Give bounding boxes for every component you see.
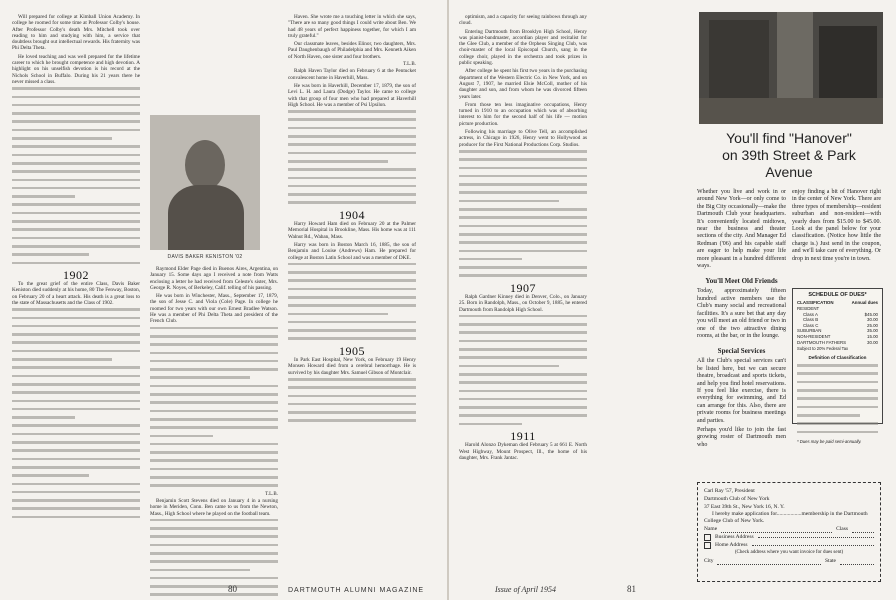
text-line <box>12 87 140 93</box>
text-line <box>12 308 140 314</box>
text-line <box>459 225 587 231</box>
text-line <box>12 195 140 201</box>
ad-subheading: Special Services <box>717 347 766 356</box>
text-line <box>12 400 140 406</box>
text-line <box>288 337 416 343</box>
text-line <box>797 422 878 428</box>
building-photo <box>699 12 883 124</box>
home-address-checkbox[interactable] <box>704 542 711 549</box>
text-line <box>459 414 587 420</box>
text-line <box>459 175 587 181</box>
text-line <box>12 154 140 160</box>
text-line <box>459 191 587 197</box>
class-year-heading: 1905 <box>339 343 365 358</box>
text-line <box>288 378 416 384</box>
text-block-filler <box>12 308 140 522</box>
text-line <box>150 360 278 366</box>
text-line <box>459 381 587 387</box>
coupon-home-label: Home Address <box>715 542 748 548</box>
class-year-heading: 1911 <box>510 429 536 444</box>
text-line <box>12 317 140 323</box>
text-line <box>797 381 878 387</box>
text-line <box>288 321 416 327</box>
text-line <box>288 110 416 116</box>
text-line <box>150 426 278 432</box>
text-line <box>12 96 140 102</box>
text-line <box>12 212 140 218</box>
schedule-row-value: $45.00 <box>864 311 878 317</box>
text-line <box>150 343 278 349</box>
text-line <box>459 390 587 396</box>
text-line <box>150 418 278 424</box>
text-line <box>150 585 278 591</box>
text-line <box>150 443 278 449</box>
text-line <box>12 129 140 135</box>
club-advertisement <box>697 130 881 585</box>
text-line <box>12 112 140 118</box>
text-line <box>150 410 278 416</box>
text-block-filler <box>459 150 587 281</box>
ad-body-right: enjoy finding a bit of Hanover right in the center of New York. There are three types of membership—resident suburban and non-resident—with yearly dues from $15.00 to $45.00. Look at the panel below for your classification. (Notice how little the charge is.) Just send in the coupon, and we'll take care of everything. Or drop in next time you're in town. <box>792 189 881 262</box>
text-line <box>12 253 140 259</box>
text-line <box>12 516 140 522</box>
text-line <box>459 398 587 404</box>
text-line <box>12 350 140 356</box>
schedule-row-label: NON-RESIDENT <box>797 333 831 339</box>
text-line <box>150 569 278 575</box>
text-line <box>12 162 140 168</box>
schedule-row-value: 35.00 <box>867 328 878 334</box>
text-line <box>459 183 587 189</box>
paragraph: He loved teaching and was well prepared for the lifetime career to which he brought competence and high devotion. A highlight on his unselfish devotion is his record at the Nichols School in Buffalo. During his 21 years there he never missed a class. <box>12 53 140 85</box>
paragraph: Benjamin Scott Stevens died on January 4 in a nursing home in Meriden, Conn. Ben came to us from the Newton, Mass., High School where he played on the football team. <box>150 497 278 517</box>
coupon-addressee: 37 East 39th St., New York 16, N. Y. <box>704 504 785 510</box>
text-line <box>12 408 140 414</box>
text-line <box>150 327 278 333</box>
right-page <box>449 0 896 600</box>
text-line <box>150 544 278 550</box>
schedule-row-label: SUBURBAN <box>797 328 822 334</box>
text-line <box>12 483 140 489</box>
schedule-row <box>793 340 882 346</box>
coupon-business-field[interactable] <box>758 537 874 538</box>
text-block-filler <box>150 519 278 600</box>
text-line <box>459 365 587 371</box>
business-address-checkbox[interactable] <box>704 534 711 541</box>
text-line <box>459 348 587 354</box>
paragraph: To the great grief of the entire Class, Davis Baker Keniston died suddenly at his home, 80 The Fenway, Boston, on February 20 of a heart attack. His death is a great loss to the state of Massachusetts and the Class of 1902. <box>12 281 140 306</box>
text-line <box>459 216 587 222</box>
text-line <box>459 200 587 206</box>
paragraph: After college he spent his first two years in the purchasing department of the Western Electric Co. in New York, and on August 7, 1907, he married Elsie McColl, mother of his daughter and son, and from whom he was divorced fifteen years later. <box>459 68 587 100</box>
paragraph: He was born in Haverhill, December 17, 1879, the son of Levi L. H. and Laura (Dodge) Taylor. He came to college with that group of four men who had prepared at Haverhill High School. He was a member of Psi Upsilon. <box>288 82 416 108</box>
text-line <box>288 296 416 302</box>
text-line <box>150 552 278 558</box>
text-line <box>797 431 878 437</box>
ad-paragraph: Today, approximately fifteen hundred active members use the Club's many social and recreational facilities. It's a sure bet that any day you will meet an old friend or two in one of the two attractive dining rooms, at the bar, or in the lounge. <box>697 288 786 339</box>
text-line <box>797 406 878 412</box>
text-line <box>150 368 278 374</box>
text-line <box>150 451 278 457</box>
text-line <box>459 356 587 362</box>
signature: T.L.B. <box>265 491 278 497</box>
left-column-3 <box>288 14 416 426</box>
text-line <box>459 331 587 337</box>
paragraph: Ralph Gardner Kinney died in Denver, Colo., on January 25. Born in Randolph, Mass., on October 9, 1885, he entered Dartmouth from Randolph High School. <box>459 293 587 313</box>
text-line <box>288 263 416 269</box>
text-line <box>288 177 416 183</box>
paragraph: Entering Dartmouth from Brooklyn High School, Henry was pianist-bandmaster, accordian player and recitalist for the Glee Club, a member of the Orpheus Singing Club, was choir-master of the local Episcopal Church, sang in the college choir, played in the orchestra and took prizes in public speaking. <box>459 28 587 67</box>
paragraph: Harold Alonzo Dykeman died February 5 at 661 E. North West Highway, Mount Prospect, Ill., the home of his daughter, Mrs. Frank Jantac. <box>459 442 587 461</box>
text-line <box>150 335 278 341</box>
schedule-row-label: Class C <box>803 322 819 328</box>
ad-headline-line2: on 39th Street & Park Avenue <box>722 147 856 180</box>
text-line <box>12 449 140 455</box>
text-line <box>12 341 140 347</box>
left-column-1 <box>12 14 140 522</box>
coupon-class-label: Class <box>836 526 848 532</box>
text-line <box>288 411 416 417</box>
text-line <box>797 372 878 378</box>
text-line <box>150 560 278 566</box>
text-block-filler <box>150 327 278 491</box>
text-line <box>150 519 278 525</box>
text-line <box>12 433 140 439</box>
text-line <box>12 358 140 364</box>
text-line <box>150 527 278 533</box>
schedule-row-value: 30.00 <box>867 339 878 345</box>
paragraph: Haven. She wrote me a touching letter in which she says, "There are so many good things I could write about Ben. We had 48 years of perfect happiness together, for which I am truly grateful." <box>288 14 416 39</box>
schedule-definition-title: Definition of Classification <box>808 355 867 361</box>
ad-headline: You'll find "Hanover" <box>726 130 852 146</box>
text-line <box>288 152 416 158</box>
schedule-row-label: DARTMOUTH FATHERS <box>797 339 847 345</box>
text-line <box>288 135 416 141</box>
page-number: 80 <box>228 584 237 594</box>
text-line <box>459 340 587 346</box>
text-line <box>12 366 140 372</box>
coupon-state-label: State <box>825 558 836 564</box>
text-line <box>12 137 140 143</box>
text-line <box>459 233 587 239</box>
text-line <box>797 389 878 395</box>
text-line <box>288 143 416 149</box>
text-line <box>12 237 140 243</box>
paragraph: optimism, and a capacity for seeing rainbows through any cloud. <box>459 14 587 27</box>
schedule-definitions <box>793 360 882 439</box>
coupon-class-field[interactable] <box>852 525 874 533</box>
coupon-city-label: City <box>704 558 714 564</box>
text-line <box>288 329 416 335</box>
signature: T.L.B. <box>403 62 416 68</box>
text-line <box>12 424 140 430</box>
text-line <box>288 279 416 285</box>
text-line <box>12 203 140 209</box>
text-line <box>459 373 587 379</box>
text-line <box>459 274 587 280</box>
running-footer: DARTMOUTH ALUMNI MAGAZINE <box>288 587 425 594</box>
schedule-row-value: 25.00 <box>867 322 878 328</box>
text-block-filler <box>459 315 587 429</box>
text-line <box>150 385 278 391</box>
text-line <box>12 170 140 176</box>
text-line <box>12 491 140 497</box>
paragraph: Ralph Haven Taylor died on February 6 at the Pentucket convalescent home in Haverhill, Mass. <box>288 68 416 81</box>
text-line <box>12 375 140 381</box>
paragraph: Harry Howard Ham died on February 20 at the Palmer Memorial Hospital in Brookline, Mass. His home was at 111 Walnut Rd., Waban, Mass. <box>288 221 416 240</box>
text-line <box>288 304 416 310</box>
schedule-title: SCHEDULE OF DUES* <box>808 292 867 298</box>
text-line <box>459 323 587 329</box>
coupon-name-field[interactable] <box>721 525 832 533</box>
text-line <box>797 364 878 370</box>
class-year-heading: 1904 <box>339 207 365 222</box>
text-line <box>288 127 416 133</box>
text-line <box>12 104 140 110</box>
text-line <box>150 393 278 399</box>
schedule-footnote: * Dues may be paid semi-annually. <box>797 438 862 444</box>
text-line <box>459 208 587 214</box>
text-line <box>797 414 878 420</box>
text-line <box>12 507 140 513</box>
ad-body-left: Whether you live and work in or around New York—or only come to the Big City occasionally—make the Dartmouth Club your headquarters. It's conveniently located midtown, near the business and theater sections of the city. And Manager Ed Redman ('06) and his capable staff are eager to help make your life more pleasant in a hundred different ways. <box>697 189 786 270</box>
text-line <box>150 376 278 382</box>
schedule-row-value: 15.00 <box>867 333 878 339</box>
text-line <box>288 168 416 174</box>
text-line <box>150 435 278 441</box>
paragraph: He was born in Winchester, Mass., September 17, 1879, the son of Jesse C. and Viola (Cole) Page. In college he roomed for two years with our own Ernest Bradlee Watson. He was a member of Phi Delta Theta and president of the French Club. <box>150 293 278 325</box>
text-line <box>150 352 278 358</box>
text-line <box>459 150 587 156</box>
paragraph: Our classmate leaves, besides Elinor, two daughters, Mrs. Paul Daughenbaugh of Philadelphia and Mrs. Kenneth Aiken of North Haven, one sister and four brothers. <box>288 41 416 60</box>
text-line <box>150 593 278 599</box>
text-line <box>12 333 140 339</box>
text-line <box>150 476 278 482</box>
text-line <box>12 245 140 251</box>
text-line <box>459 241 587 247</box>
ad-paragraph: All the Club's special services can't be listed here, but we can secure theatre, broadcast and sports tickets, and help you find hotel reservations. If you feel like exercise, there is everything for swimming, and Ed can arrange for this. Also, there are private rooms for business meetings and parties. <box>697 358 786 424</box>
text-line <box>459 266 587 272</box>
text-line <box>288 313 416 319</box>
class-year-heading: 1907 <box>510 280 536 295</box>
left-column-2 <box>150 266 278 600</box>
text-line <box>12 458 140 464</box>
coupon-state-field[interactable] <box>840 557 874 565</box>
coupon-name-label: Name <box>704 526 718 532</box>
paragraph: Will prepared for college at Kimball Union Academy. In college he roomed for some time at Professor Colby's house. After Professor Colby's death Mrs. Mitchell took over reading to him and studying with him, a service that doubtless brought out intellectual rewards. His fraternity was Phi Delta Theta. <box>12 14 140 52</box>
text-line <box>150 535 278 541</box>
text-line <box>12 187 140 193</box>
coupon-addressee: Dartmouth Club of New York <box>704 496 770 502</box>
text-line <box>12 262 140 268</box>
text-line <box>12 228 140 234</box>
text-line <box>288 118 416 124</box>
text-line <box>150 577 278 583</box>
dues-schedule <box>792 288 883 444</box>
text-line <box>459 167 587 173</box>
text-line <box>459 315 587 321</box>
class-year-heading: 1902 <box>63 267 89 282</box>
text-line <box>288 403 416 409</box>
text-block-filler <box>288 263 416 344</box>
text-line <box>288 201 416 207</box>
coupon-addressee: Carl Ray '57, President <box>704 488 755 494</box>
text-line <box>288 288 416 294</box>
coupon-application-text: I hereby make application for..................membership in the Dartmouth College Club of New York. <box>704 511 868 524</box>
text-line <box>150 468 278 474</box>
text-line <box>12 325 140 331</box>
text-line <box>12 466 140 472</box>
text-line <box>459 406 587 412</box>
membership-coupon[interactable] <box>697 482 881 582</box>
text-line <box>288 193 416 199</box>
text-line <box>12 499 140 505</box>
paragraph: From those ten less imaginative occupations, Henry turned in 1910 to an occupation which was of absorbing interest to him for the second half of his life — motion picture production. <box>459 101 587 127</box>
ad-paragraph: Perhaps you'd like to join the fast growing roster of Dartmouth men who <box>697 426 786 448</box>
ad-subheading: You'll Meet Old Friends <box>705 277 778 286</box>
text-line <box>150 401 278 407</box>
issue-label: Issue of April 1954 <box>495 585 556 594</box>
schedule-row-value: 30.00 <box>867 317 878 323</box>
page-number: 81 <box>627 584 636 594</box>
text-line <box>288 185 416 191</box>
text-line <box>12 441 140 447</box>
paragraph: Harry was born in Boston March 16, 1885, the son of Benjamin and Louise (Andrews) Ham. He prepared for college at Boston Latin School and was a member of DKE. <box>288 241 416 261</box>
text-line <box>459 250 587 256</box>
schedule-header-left: CLASSIFICATION <box>797 300 834 305</box>
coupon-city-field[interactable] <box>717 557 821 565</box>
text-line <box>12 391 140 397</box>
schedule-header-right: Annual dues <box>851 300 878 305</box>
text-line <box>12 416 140 422</box>
text-line <box>288 271 416 277</box>
text-line <box>12 383 140 389</box>
text-line <box>12 145 140 151</box>
schedule-row-label: RESIDENT <box>797 306 820 311</box>
paragraph: Raymond Elder Page died in Buenos Aires, Argentina, on January 15. Some days ago I received a note from Watts enclosing a letter he had received from Celeste's sister, Mrs. George R. Noyes, of Berkeley, Calif. telling of his passing. <box>150 266 278 291</box>
text-line <box>150 484 278 490</box>
text-line <box>797 397 878 403</box>
text-line <box>459 158 587 164</box>
coupon-business-label: Business Address <box>715 534 754 540</box>
schedule-note: Subject to 20% Federal Tax <box>797 346 849 352</box>
schedule-row-label: Class B <box>803 317 819 323</box>
text-line <box>150 459 278 465</box>
text-line <box>288 395 416 401</box>
portrait-photo <box>150 115 260 250</box>
text-line <box>12 474 140 480</box>
photo-caption: DAVIS BAKER KENISTON '02 <box>167 254 243 260</box>
schedule-rows <box>793 306 882 345</box>
text-line <box>288 386 416 392</box>
text-block-filler <box>12 87 140 268</box>
right-column-1 <box>459 14 587 463</box>
text-line <box>459 258 587 264</box>
paragraph: Following his marriage to Olive Tell, an accomplished actress, in Chicago in 1926, Henry went to Hollywood as producer for the First National Productions Corp. Studios. <box>459 129 587 148</box>
left-page <box>0 0 447 600</box>
text-line <box>12 179 140 185</box>
text-line <box>288 160 416 166</box>
text-line <box>12 220 140 226</box>
schedule-row-label: Class A <box>803 311 818 317</box>
coupon-home-field[interactable] <box>752 545 874 546</box>
text-block-filler <box>288 110 416 208</box>
coupon-check-note: (Check address where you want invoice for dues sent) <box>734 550 844 555</box>
paragraph: In Park East Hospital, New York, on February 19 Henry Monsen Howard died from a cerebral hemorrhage. He is survived by his daughter Mrs. Samuel Gibson of Montclair. <box>288 357 416 376</box>
text-line <box>288 419 416 425</box>
text-line <box>12 120 140 126</box>
text-block-filler <box>288 378 416 426</box>
